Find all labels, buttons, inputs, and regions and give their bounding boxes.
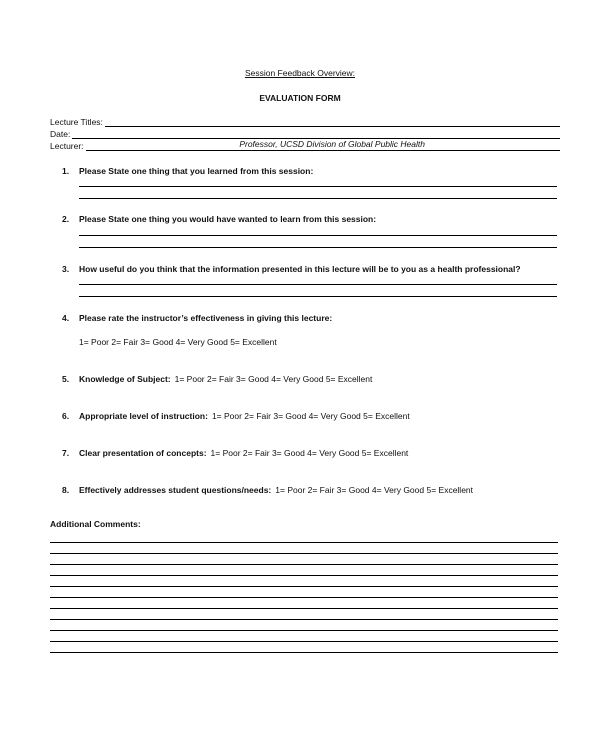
comment-line[interactable] [50,597,558,598]
lecturer-row [50,139,560,151]
rating-scale: 1= Poor 2= Fair 3= Good 4= Very Good 5= Excellent [210,448,409,458]
question-text: Appropriate level of instruction: [79,411,208,421]
question-number: 2. [62,214,70,224]
answer-line[interactable] [79,284,557,285]
form-subtitle: Session Feedback Overview: [244,68,356,78]
lecture-titles-field[interactable] [105,117,560,127]
rating-scale: 1= Poor 2= Fair 3= Good 4= Very Good 5= Excellent [211,411,410,421]
question-number: 7. [62,448,70,458]
question-text: Please rate the instructor’s effectiveness in giving this lecture: [79,313,333,323]
question-number: 6. [62,411,70,421]
comment-line[interactable] [50,630,558,631]
question-4 [62,313,332,323]
comment-line[interactable] [50,553,558,554]
date-row [50,127,560,139]
question-number: 5. [62,374,70,384]
date-label: Date: [50,129,71,139]
comment-line[interactable] [50,564,558,565]
question-text: Clear presentation of concepts: [79,448,207,458]
question-2 [62,214,376,224]
question-6 [62,411,410,421]
comment-line[interactable] [50,641,558,642]
question-7 [62,448,408,458]
rating-scale: 1= Poor 2= Fair 3= Good 4= Very Good 5= Excellent [174,374,373,384]
comment-line[interactable] [50,542,558,543]
lecturer-affiliation: Professor, UCSD Division of Global Public Health [239,139,425,149]
question-text: Knowledge of Subject: [79,374,171,384]
lecture-titles-label: Lecture Titles: [50,117,103,127]
question-5 [62,374,372,384]
rating-scale: 1= Poor 2= Fair 3= Good 4= Very Good 5= Excellent [275,485,474,495]
comment-line[interactable] [50,575,558,576]
question-3 [62,264,521,274]
answer-line[interactable] [79,247,557,248]
lecture-titles-row [50,115,560,127]
answer-line[interactable] [79,296,557,297]
question-text: Effectively addresses student questions/needs: [79,485,272,495]
question-number: 3. [62,264,70,274]
question-number: 4. [62,313,70,323]
form-title: EVALUATION FORM [259,93,341,103]
lecturer-label: Lecturer: [50,141,84,151]
answer-line[interactable] [79,186,557,187]
date-field[interactable] [72,129,560,139]
question-1 [62,166,313,176]
comment-line[interactable] [50,619,558,620]
answer-line[interactable] [79,235,557,236]
comment-line[interactable] [50,608,558,609]
question-text: How useful do you think that the information presented in this lecture will be to you as a health professional? [79,264,521,274]
answer-line[interactable] [79,198,557,199]
rating-scale: 1= Poor 2= Fair 3= Good 4= Very Good 5= Excellent [79,337,277,347]
lecturer-field[interactable] [86,141,560,151]
comment-line[interactable] [50,586,558,587]
question-number: 8. [62,485,70,495]
question-text: Please State one thing that you learned from this session: [79,166,314,176]
question-8 [62,485,473,495]
comment-line[interactable] [50,652,558,653]
additional-comments-label: Additional Comments: [50,519,141,529]
question-number: 1. [62,166,70,176]
question-text: Please State one thing you would have wanted to learn from this session: [79,214,377,224]
